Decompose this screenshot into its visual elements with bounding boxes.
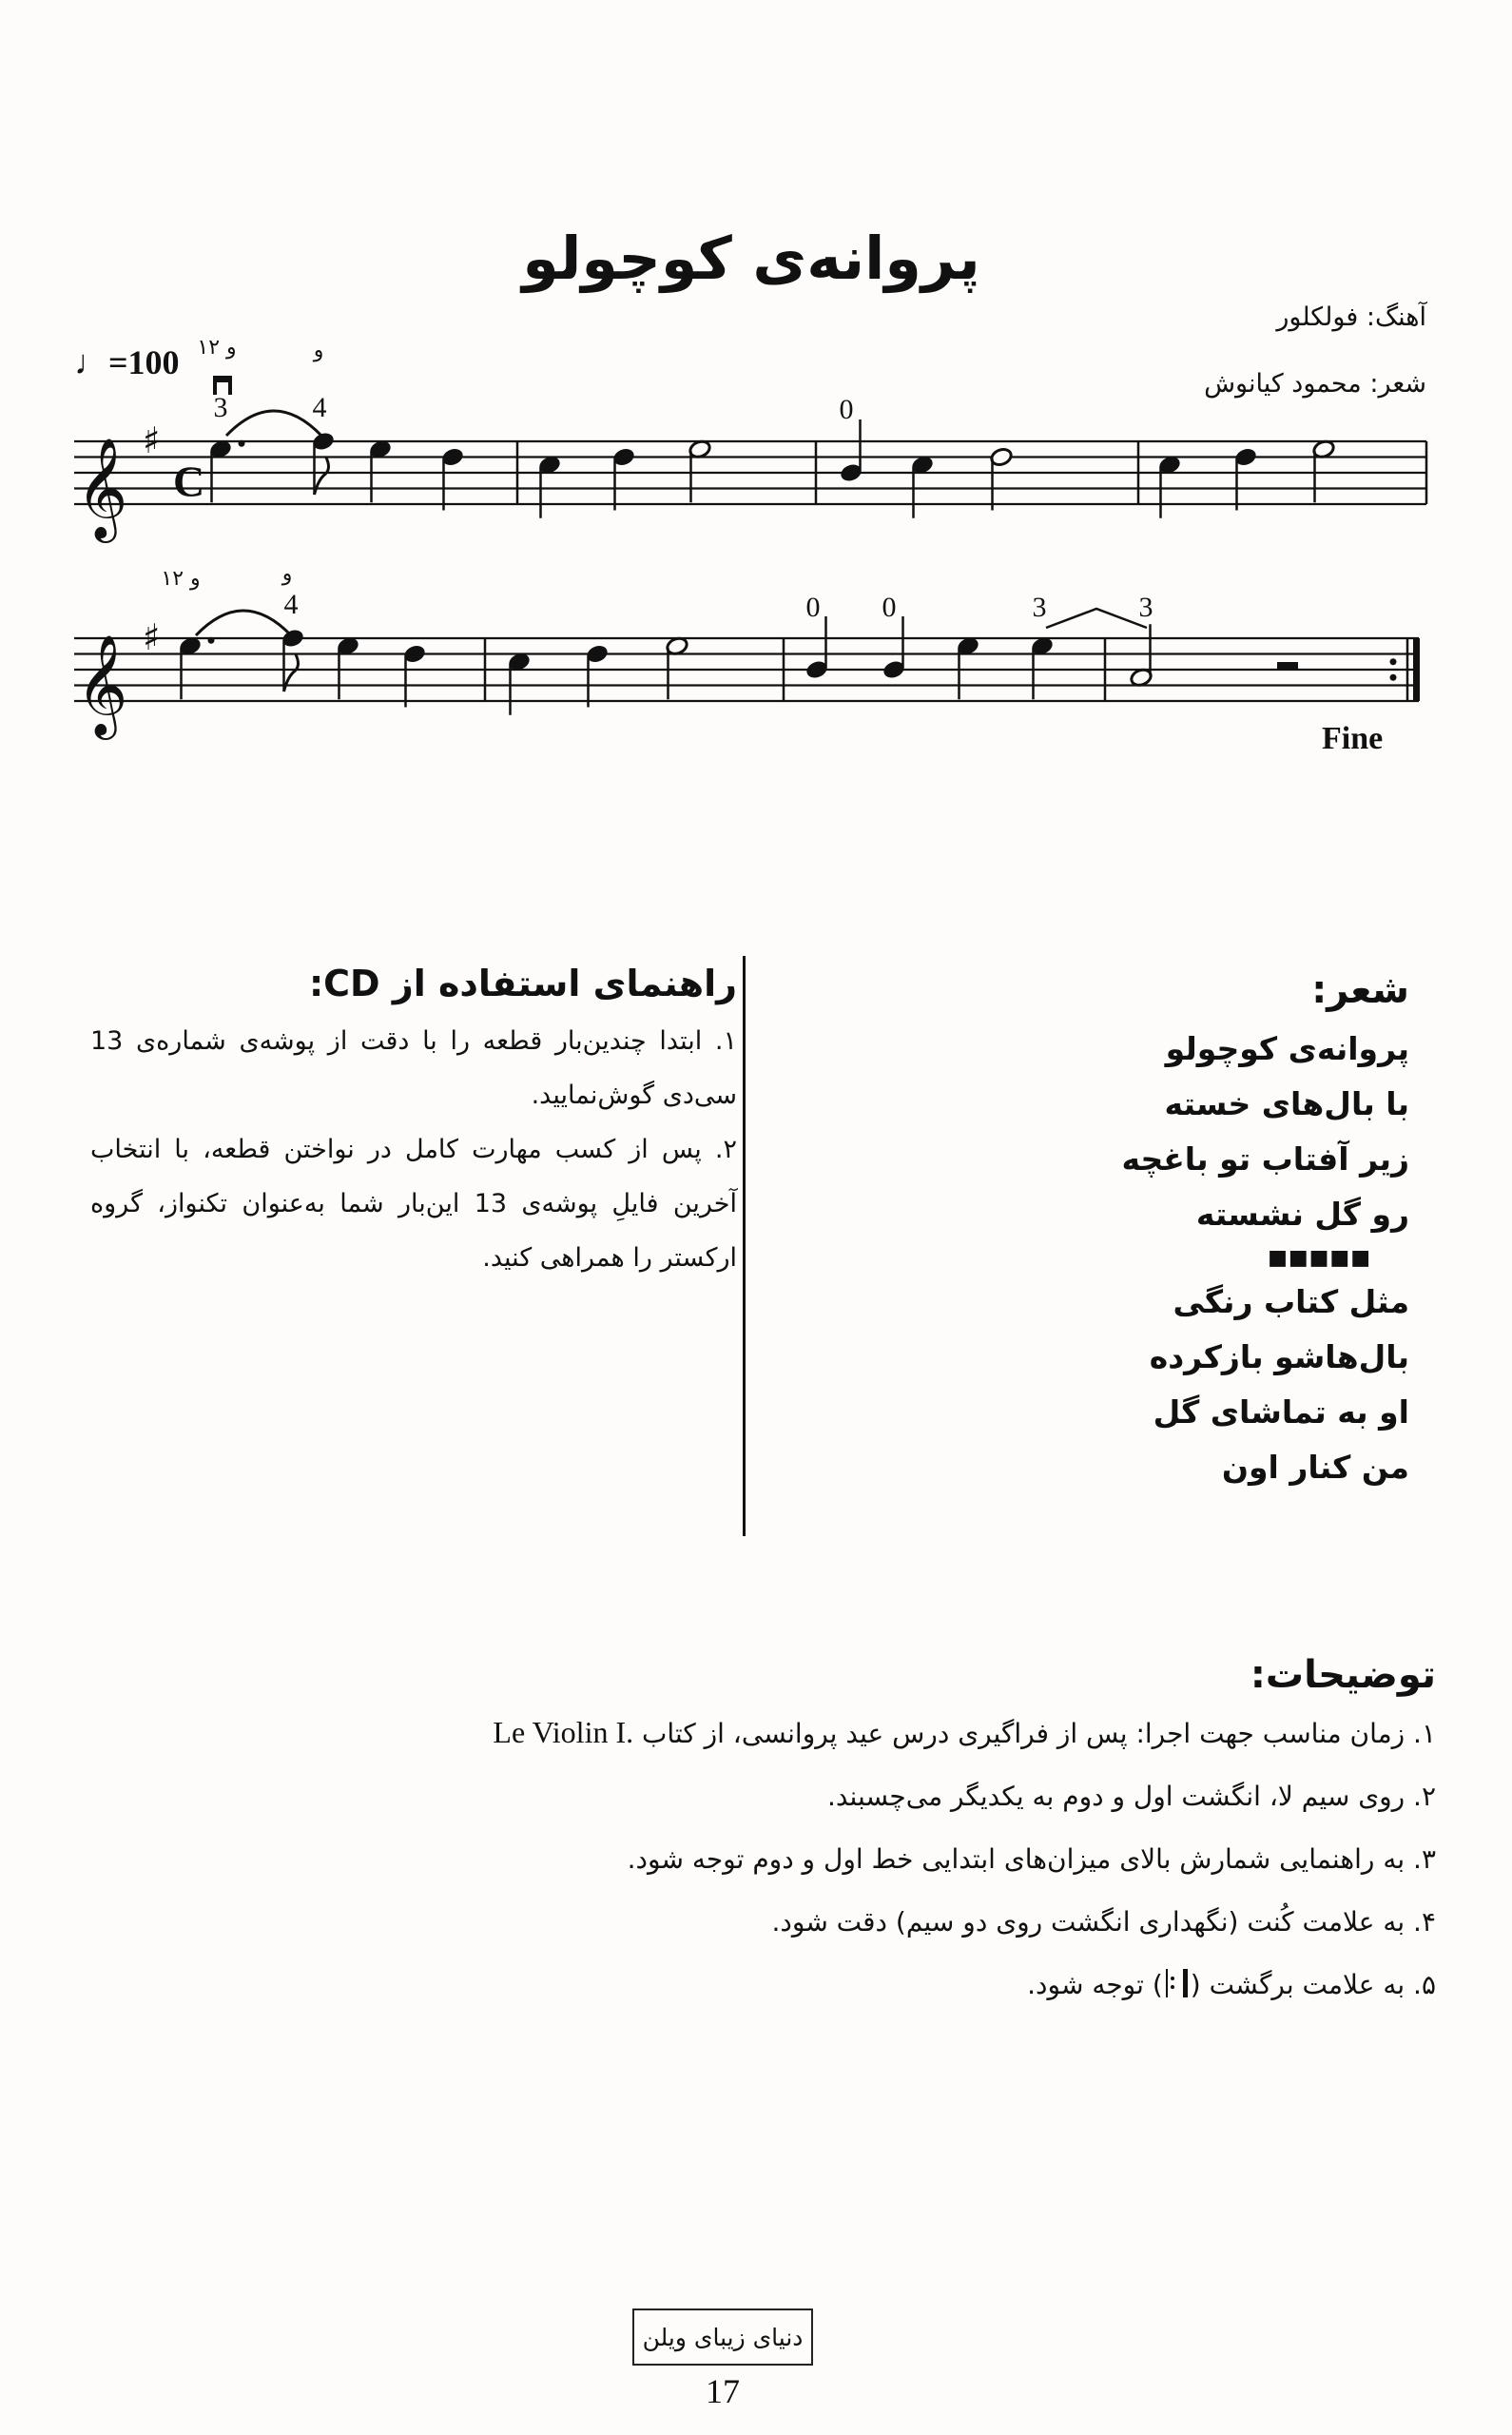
tempo-marking: ♩=100 [74,343,180,381]
explanation-item: ۳. به راهنمایی شمارش بالای میزان‌های ابتدایی خط اول و دوم توجه شود. [627,1843,1436,1875]
note [882,616,905,680]
book-reference: Le Violin I. [493,1715,634,1749]
fine-label: Fine [1322,721,1384,756]
bracket-mark [1046,609,1147,628]
note [281,628,304,692]
column-divider [743,956,746,1536]
note [336,635,359,699]
fingering-number: 3 [1032,592,1047,623]
poem-line: پروانه‌ی کوچولو [1165,1030,1409,1067]
sharp-icon: ♯ [143,419,161,461]
page-title: پروانه‌ی کوچولو [522,224,980,293]
poem-section [1121,968,1409,1495]
finger-annotation: ۱و ۲ [197,336,237,360]
finger-annotation: و [313,339,324,362]
slur [196,611,291,635]
fingering-number: 4 [283,589,299,620]
fingering-number: 3 [1138,592,1153,623]
note [311,431,335,495]
cd-guide-heading: راهنمای استفاده از CD: [308,963,737,1004]
poem-line: رو گل نشسته [1195,1196,1409,1233]
treble-clef-icon: 𝄞 [76,437,128,538]
fingering-number: 4 [312,392,327,423]
explanation-item: ۴. به علامت کُنت (نگهداری انگشت روی دو سیم) دقت شود. [771,1906,1436,1938]
note [1311,438,1335,502]
note [839,419,863,483]
treble-clef-icon: 𝄞 [76,633,128,735]
finger-annotation: و [281,562,293,586]
note [440,447,464,511]
staff-1 [74,336,1426,543]
note [1129,624,1153,688]
note [1157,455,1181,518]
page-number: 17 [706,2372,740,2410]
note [368,438,392,502]
explanation-item: ۱. زمان مناسب جهت اجرا: پس از فراگیری درس عید پروانسی، از کتاب Le Violin I. [493,1715,1436,1749]
poem-line: من کنار اون [1221,1449,1409,1486]
note [956,635,979,699]
sharp-icon: ♯ [143,616,161,658]
finger-annotation: ۱و ۲ [161,567,201,591]
poem-line: بال‌هاشو بازکرده [1149,1338,1409,1375]
explanation-item: ۲. روی سیم لا، انگشت اول و دوم به یکدیگر می‌چسبند. [826,1781,1436,1812]
common-time-icon: C [173,457,205,506]
poem-line: زیر آفتاب تو باغچه [1121,1140,1409,1178]
note [804,616,828,680]
poem-line: او به تماشای گل [1153,1393,1409,1431]
note [1030,635,1054,699]
cd-guide-item: ۱. ابتدا چندین‌بار قطعه را با دقت از پوشه‌ی شماره‌ی 13 سی‌دی گوش‌نمایید. [90,1026,737,1110]
stanza-separator: ■■■■■ [1268,1246,1371,1270]
explanations-heading: توضیحات: [1250,1653,1436,1697]
note [178,635,214,699]
note [507,652,531,715]
note [585,644,609,708]
note [611,447,635,511]
final-repeat-barline [1413,638,1420,701]
note [665,635,688,699]
fingering-number: 0 [882,592,897,623]
composer-credit: آهنگ: فولکلور [1276,302,1426,332]
explanation-item: ۵. به علامت برگشت () توجه شود. [1027,1969,1436,2000]
note [989,447,1013,511]
poem-heading: شعر: [1311,968,1409,1012]
note [402,644,426,708]
note [910,455,934,518]
note [208,438,244,502]
half-rest-icon [1277,662,1298,670]
note [1233,447,1257,511]
poem-line: با بال‌های خسته [1164,1085,1409,1122]
fingering-number: 3 [213,392,228,423]
cd-guide-item: ۲. پس از کسب مهارت کامل در نواختن قطعه، با انتخاب آخرین فایلِ پوشه‌ی 13 این‌بار شما به‌عنوان تکنواز، گروه ارکستر را همراهی کنید. [90,1135,737,1273]
slur [226,411,321,436]
note [688,438,711,502]
poem-line: مثل کتاب رنگی [1173,1283,1409,1320]
cd-guide-section [90,963,737,1285]
explanations-section [105,1653,1436,2016]
sheet-music [0,0,1512,780]
book-title-box: دنیای زیبای ویلن [632,2308,813,2366]
lyricist-credit: شعر: محمود کیانوش [1204,369,1426,399]
fingering-number: 0 [805,592,821,623]
note [537,455,561,518]
fingering-number: 0 [839,394,854,425]
staff-2 [74,562,1420,740]
repeat-sign-icon [1166,1969,1188,1997]
